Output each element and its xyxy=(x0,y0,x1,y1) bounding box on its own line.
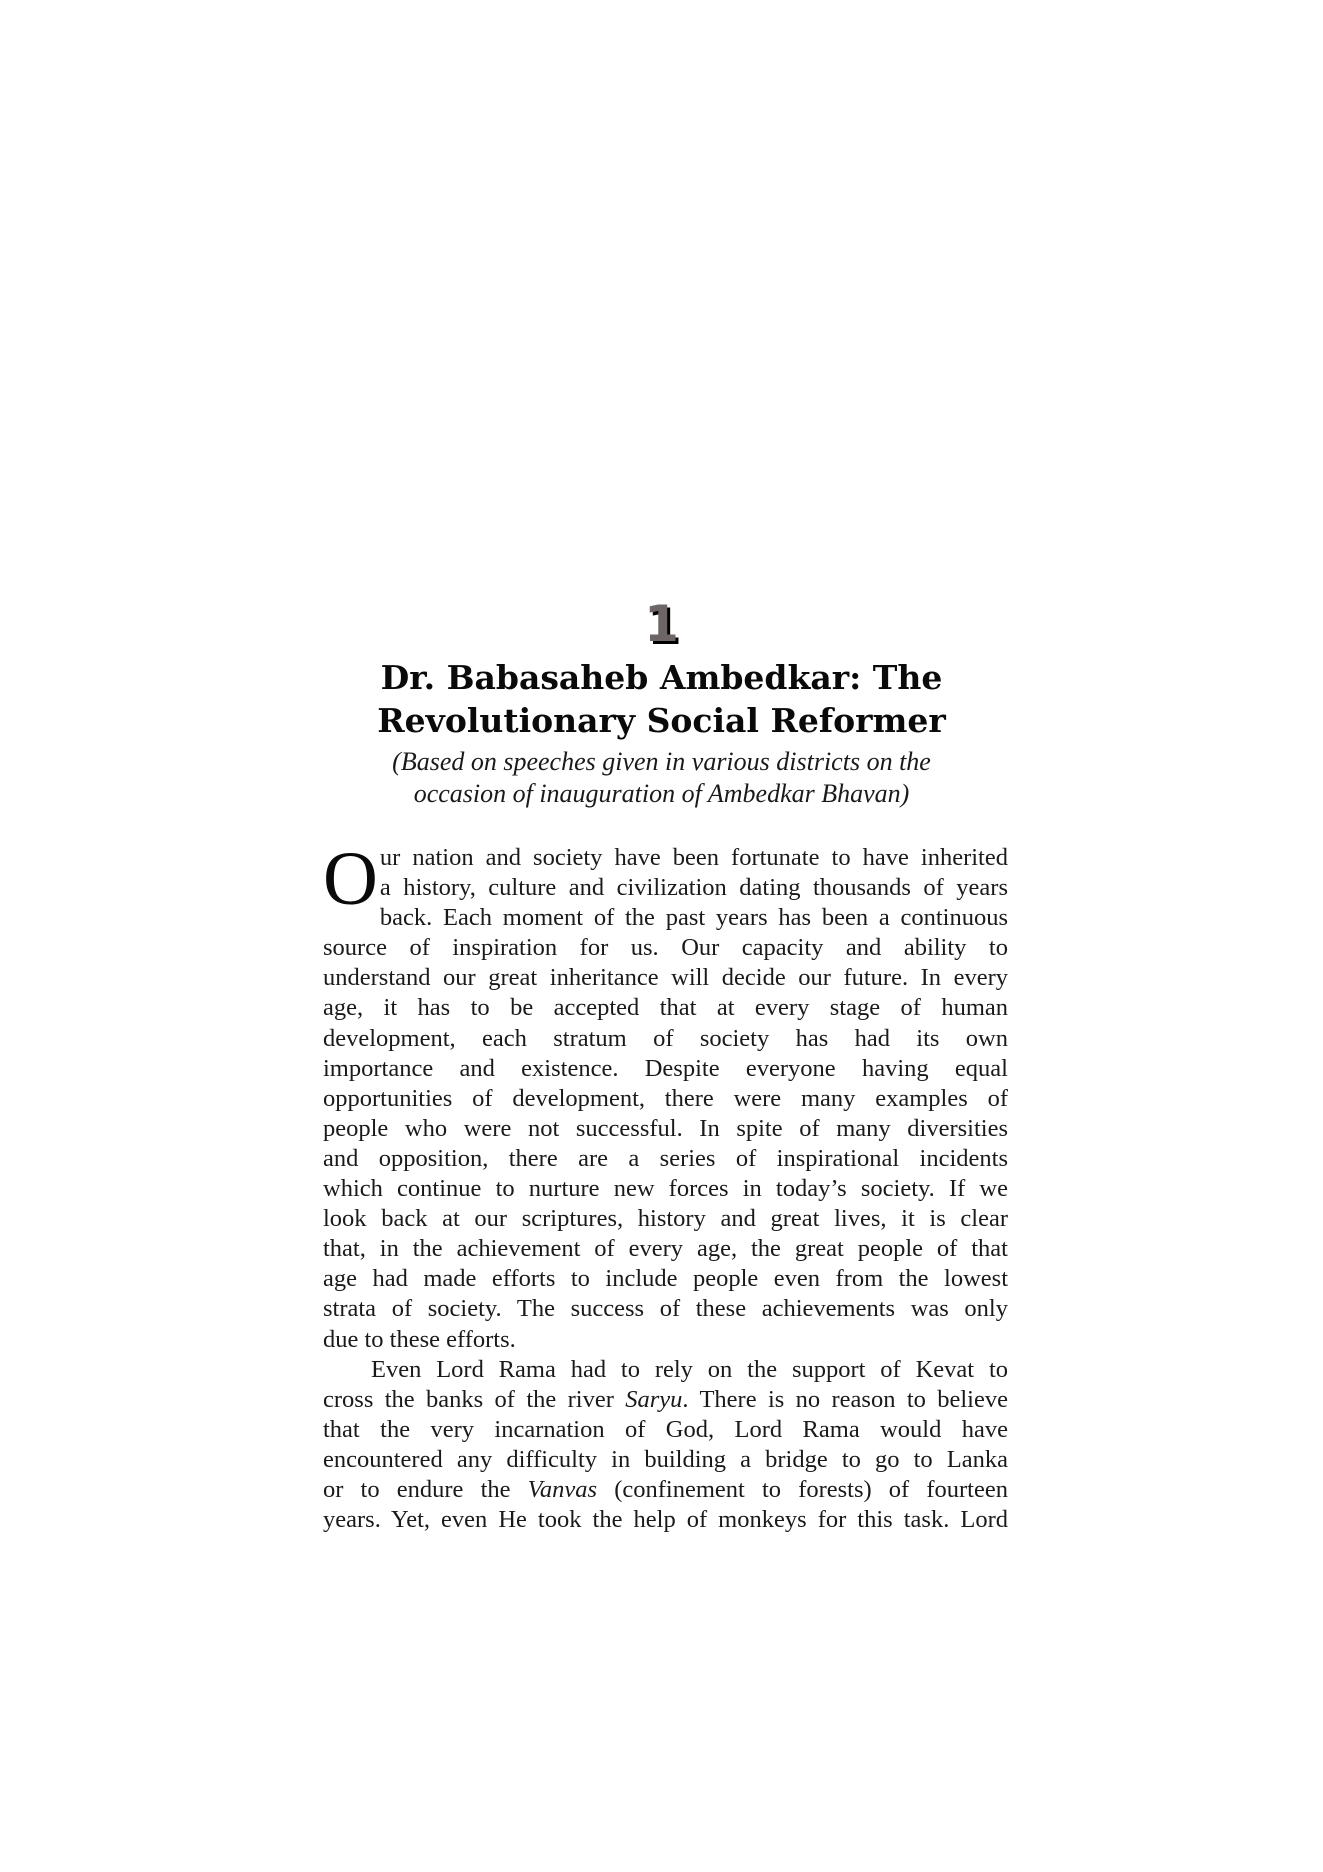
text-line: due to these efforts. xyxy=(323,1325,516,1353)
text-line: a history, culture and civilization dating thousands of years xyxy=(379,874,1008,902)
text-line: that, in the achievement of every age, the great people of that xyxy=(323,1235,1008,1263)
text-line: Even Lord Rama had to rely on the support of Kevat to xyxy=(371,1355,1008,1383)
chapter-subtitle-line: occasion of inauguration of Ambedkar Bhavan) xyxy=(413,779,910,808)
text-line: that the very incarnation of God, Lord Rama would have xyxy=(323,1415,1008,1443)
text-run: or to endure the xyxy=(323,1475,528,1503)
text-run: . There is no reason to believe xyxy=(682,1385,1008,1413)
text-line: opportunities of development, there were many examples of xyxy=(323,1084,1008,1112)
paragraph-1 xyxy=(323,837,1008,1355)
drop-cap: O xyxy=(323,837,378,921)
body-text xyxy=(323,837,1008,1535)
text-run: (confinement to forests) of fourteen xyxy=(597,1475,1008,1503)
text-run: cross the banks of the river xyxy=(323,1385,626,1413)
chapter-number: 1 xyxy=(644,595,679,653)
text-line: source of inspiration for us. Our capacity and ability to xyxy=(323,934,1008,962)
text-line: and opposition, there are a series of inspirational incidents xyxy=(323,1144,1008,1172)
text-line: encountered any difficulty in building a bridge to go to Lanka xyxy=(323,1445,1008,1473)
text-line: ur nation and society have been fortunate to have inherited xyxy=(379,844,1008,871)
text-line: people who were not successful. In spite of many diversities xyxy=(323,1114,1008,1142)
italic-term-saryu: Saryu xyxy=(625,1385,683,1413)
text-line: look back at our scriptures, history and great lives, it is clear xyxy=(323,1205,1008,1233)
text-line xyxy=(323,1385,1008,1415)
text-line: age, it has to be accepted that at every stage of human xyxy=(323,994,1008,1022)
chapter-title-line: Dr. Babasaheb Ambedkar: The xyxy=(380,658,943,697)
italic-term-vanvas: Vanvas xyxy=(527,1475,598,1503)
text-line: back. Each moment of the past years has been a continuous xyxy=(379,904,1008,932)
text-line: which continue to nurture new forces in today’s society. If we xyxy=(323,1175,1008,1203)
chapter-title-line: Revolutionary Social Reformer xyxy=(377,701,946,740)
chapter-subtitle xyxy=(0,746,1323,810)
chapter-subtitle-line: (Based on speeches given in various districts on the xyxy=(392,747,931,776)
paragraph-2 xyxy=(323,1355,1008,1536)
text-line: age had made efforts to include people even from the lowest xyxy=(323,1265,1008,1293)
text-line: development, each stratum of society has had its own xyxy=(323,1024,1008,1052)
text-line: years. Yet, even He took the help of monkeys for this task. Lord xyxy=(323,1506,1008,1534)
text-line: understand our great inheritance will decide our future. In every xyxy=(323,964,1008,992)
text-line: strata of society. The success of these achievements was only xyxy=(323,1295,1008,1323)
text-line xyxy=(323,1475,1008,1505)
text-line: importance and existence. Despite everyone having equal xyxy=(323,1054,1008,1082)
chapter-title xyxy=(0,656,1323,742)
